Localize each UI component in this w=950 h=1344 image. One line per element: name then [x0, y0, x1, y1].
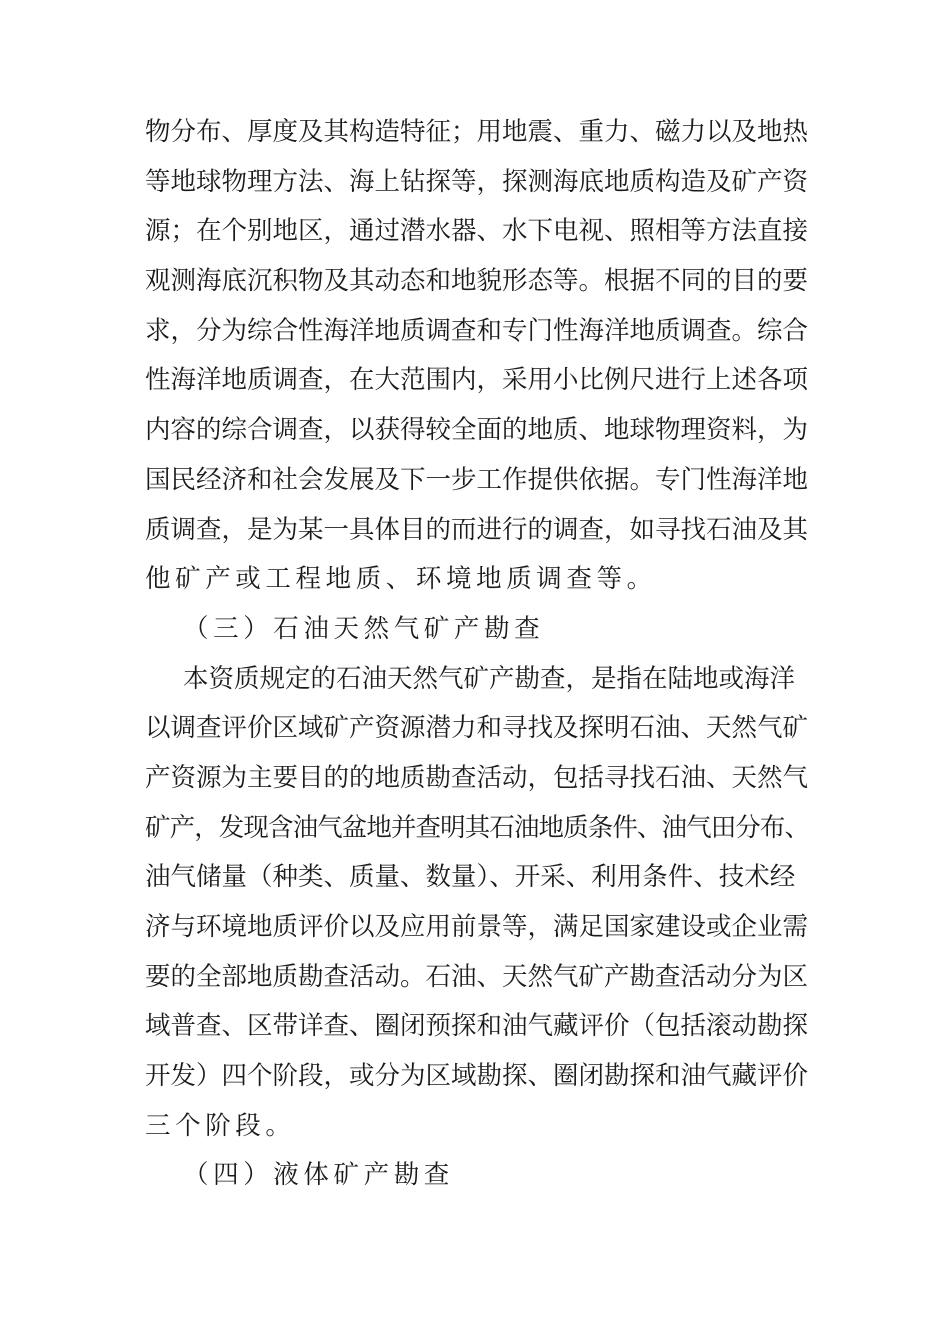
text-line: 物分布、厚度及其构造特征；用地震、重力、磁力以及地热 [145, 117, 809, 147]
text-line: 要的全部地质勘查活动。石油、天然气矿产勘查活动分为区 [145, 961, 809, 992]
text-line: 求，分为综合性海洋地质调查和专门性海洋地质调查。综合 [145, 315, 809, 346]
text-line: 矿产，发现含油气盆地并查明其石油地质条件、油气田分布、 [145, 812, 810, 843]
text-line: 他矿产或工程地质、环境地质调查等。 [145, 564, 657, 595]
text-line: 三个阶段。 [145, 1110, 296, 1141]
section-heading: （四）液体矿产勘查 [183, 1160, 454, 1191]
text-line: 域普查、区带详查、圈闭预探和油气藏评价（包括滚动勘探 [145, 1011, 809, 1042]
text-line: 性海洋地质调查，在大范围内，采用小比例尺进行上述各项 [145, 365, 809, 396]
document-body [145, 108, 810, 1201]
text-line: 济与环境地质评价以及应用前景等，满足国家建设或企业需 [145, 912, 809, 942]
text-line: 质调查，是为某一具体目的而进行的调查，如寻找石油及其 [145, 514, 809, 545]
section-heading: （三）石油天然气矿产勘查 [183, 613, 545, 644]
text-line: 以调查评价区域矿产资源潜力和寻找及探明石油、天然气矿 [145, 713, 809, 744]
text-line: 油气储量（种类、质量、数量）、开采、利用条件、技术经 [145, 862, 796, 893]
text-line: 产资源为主要目的的地质勘查活动，包括寻找石油、天然气 [145, 762, 809, 793]
text-line: 国民经济和社会发展及下一步工作提供依据。专门性海洋地 [145, 464, 809, 495]
text-line: 观测海底沉积物及其动态和地貌形态等。根据不同的目的要 [145, 266, 809, 297]
text-line: 内容的综合调查，以获得较全面的地质、地球物理资料，为 [145, 415, 809, 446]
text-line: 源；在个别地区，通过潜水器、水下电视、照相等方法直接 [145, 216, 809, 247]
text-line: 等地球物理方法、海上钻探等，探测海底地质构造及矿产资 [145, 166, 809, 197]
text-line: 开发）四个阶段，或分为区域勘探、圈闭勘探和油气藏评价 [145, 1061, 809, 1092]
text-line: 本资质规定的石油天然气矿产勘查，是指在陆地或海洋 [183, 663, 796, 694]
